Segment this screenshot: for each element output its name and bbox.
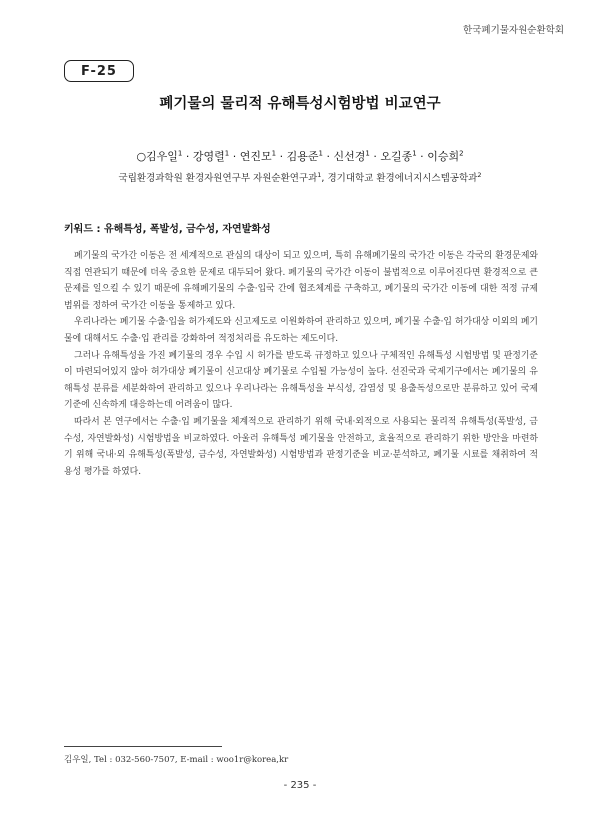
keywords <box>64 220 271 235</box>
author-separator: · <box>369 150 381 163</box>
author-affiliation-marker: 2 <box>459 149 464 158</box>
corresponding-author-footnote: 김우일, Tel : 032-560-7507, E-mail : woo1r@korea,kr <box>64 755 289 765</box>
author-name: 강영렬 <box>192 150 225 163</box>
affiliation-name: 경기대학교 환경에너지시스템공학과 <box>327 173 478 184</box>
abstract-body <box>64 248 538 480</box>
page-number: - 235 - <box>283 780 317 791</box>
author-affiliation-marker: 1 <box>318 149 323 158</box>
author-separator: · <box>276 150 287 163</box>
author-affiliation-marker: 1 <box>177 149 183 158</box>
author-separator: · <box>182 150 193 163</box>
author-name: ○김우일 <box>136 150 178 163</box>
affiliation-separator: , <box>321 173 328 184</box>
author-name: 연진모 <box>239 150 272 163</box>
author-affiliation-marker: 1 <box>412 149 417 158</box>
author-name: 이승희 <box>427 150 460 163</box>
author-separator: · <box>416 150 428 163</box>
body-paragraph: 따라서 본 연구에서는 수출·입 폐기물을 체계적으로 관리하기 위해 국내·외적으로 사용되는 물리적 유해특성(폭발성, 금수성, 자연발화성) 시험방법을 비교하였다. 아울러 유해특성 폐기물을 안전하고, 효율적으로 관리하기 위한 방안을 마련하기 위해 국내·외 유해특성(폭발성, 금수성, 자연발화성) 시험방법과 판정기준을 비교·분석하고, 폐기물 시료를 채취하여 적용성 평가를 하였다. <box>64 416 538 477</box>
author-affiliation-marker: 1 <box>271 149 277 158</box>
footnote-divider <box>64 746 222 747</box>
author-affiliation-marker: 1 <box>224 149 230 158</box>
keywords-value: 유해특성, 폭발성, 금수성, 자연발화성 <box>103 224 271 235</box>
body-paragraph: 그러나 유해특성을 가진 폐기물의 경우 수입 시 허가를 받도록 규정하고 있으나 구체적인 유해특성 시험방법 및 판정기준이 마련되어있지 않아 허가대상 폐기물이 신고대상 폐기물로 수입될 가능성이 높다. 선진국과 국제기구에서는 폐기물의 유해특성 분류를 세분화하여 관리하고 있으나 우리나라는 유해특성을 부식성, 감염성 및 용출독성으로만 분류하고 있어 국제기준에 신속하게 대응하는데 어려움이 많다. <box>64 350 538 411</box>
author-list <box>0 148 600 164</box>
author-name: 신선경 <box>333 150 366 163</box>
author-name: 김용준 <box>286 150 319 163</box>
body-paragraph: 폐기물의 국가간 이동은 전 세계적으로 관심의 대상이 되고 있으며, 특히 유해폐기물의 국가간 이동은 각국의 환경문제와 직접 연관되기 때문에 더욱 중요한 문제로 대두되어 왔다. 폐기물의 국가간 이동이 불법적으로 이루어진다면 환경적으로 큰 문제를 일으킬 수 있기 때문에 유해폐기물의 수출·입국 간에 협조체계를 구축하고, 폐기물의 국가간 이동에 대한 적정 규제범위를 정하여 국가간 이동을 통제하고 있다. <box>64 251 538 311</box>
session-code-badge: F-25 <box>64 60 134 82</box>
keywords-label: 키워드 : <box>64 224 101 235</box>
body-paragraph: 우리나라는 폐기물 수출·입을 허가제도와 신고제도로 이원화하여 관리하고 있으며, 폐기물 수출·입 허가대상 이외의 폐기물에 대해서도 수출·입 관리를 강화하여 적정처리를 유도하는 제도이다. <box>64 317 538 344</box>
author-separator: · <box>322 150 334 163</box>
affiliation-marker: 2 <box>477 170 482 179</box>
author-affiliation-marker: 1 <box>365 149 370 158</box>
author-separator: · <box>229 150 240 163</box>
society-header: 한국폐기물자원순환학회 <box>463 25 564 36</box>
affiliation-name: 국립환경과학원 환경자원연구부 자원순환연구과 <box>118 173 318 184</box>
affiliation-marker: 1 <box>317 170 322 179</box>
paper-title: 폐기물의 물리적 유해특성시험방법 비교연구 <box>159 96 441 112</box>
author-name: 오길종 <box>380 150 413 163</box>
affiliation-list <box>0 170 600 184</box>
